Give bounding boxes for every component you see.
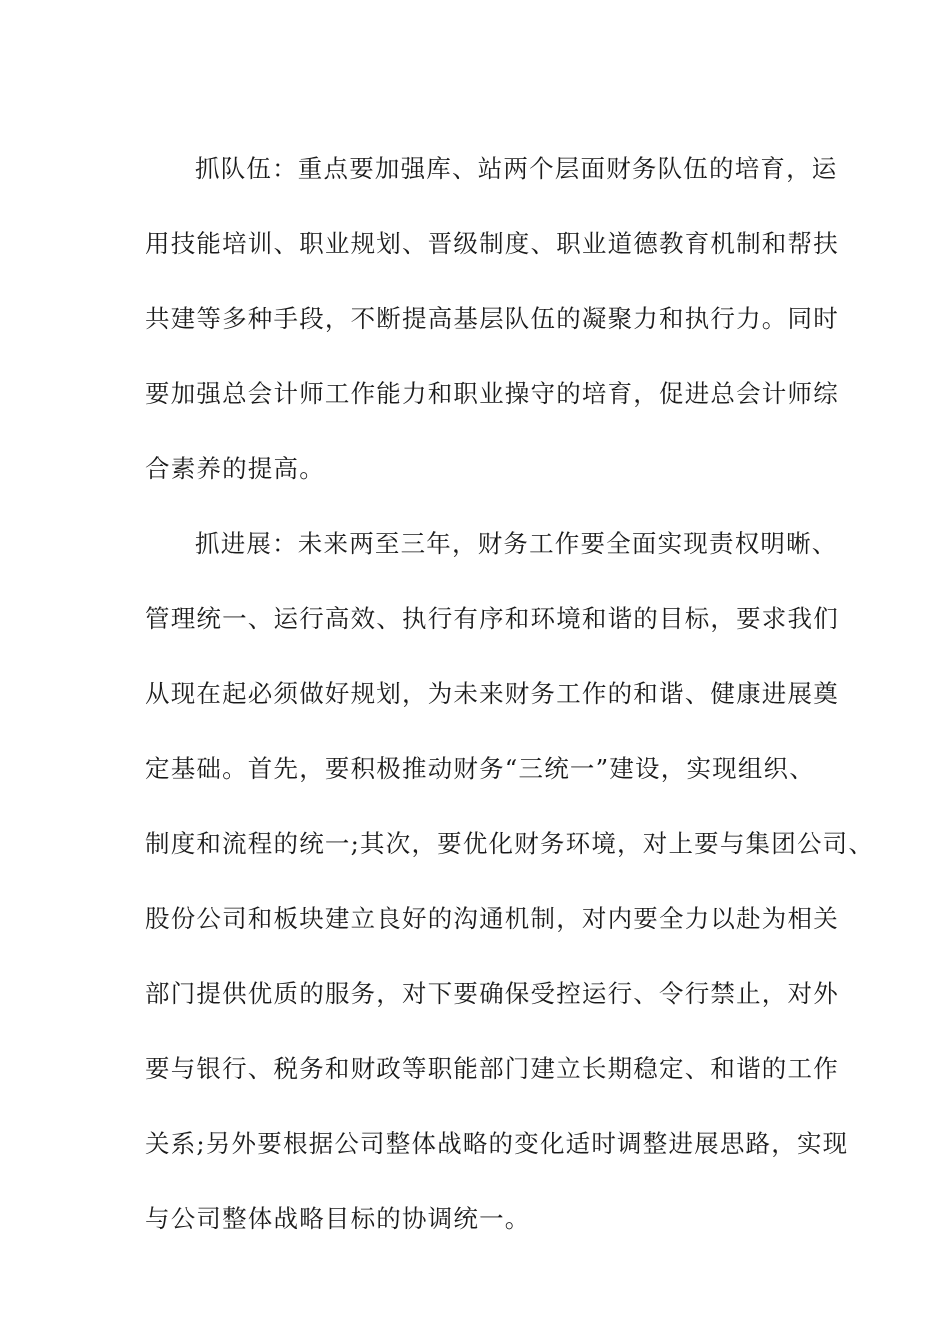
paragraph-line: 与公司整体战略目标的协调统一。 [145, 1204, 531, 1233]
paragraph-line: 抓队伍：重点要加强库、站两个层面财务队伍的培育，运 [195, 154, 838, 183]
paragraph-line: 抓进展：未来两至三年，财务工作要全面实现责权明晰、 [195, 529, 838, 558]
paragraph-line: 股份公司和板块建立良好的沟通机制，对内要全力以赴为相关 [145, 904, 839, 933]
paragraph-line: 管理统一、运行高效、执行有序和环境和谐的目标，要求我们 [145, 604, 839, 633]
paragraph-progress [145, 506, 875, 1256]
paragraph-line: 合素养的提高。 [145, 454, 325, 483]
paragraph-line: 要与银行、税务和财政等职能部门建立长期稳定、和谐的工作 [145, 1054, 839, 1083]
paragraph-line: 用技能培训、职业规划、晋级制度、职业道德教育机制和帮扶 [145, 229, 839, 258]
paragraph-line: 要加强总会计师工作能力和职业操守的培育，促进总会计师综 [145, 379, 839, 408]
paragraph-team [145, 131, 839, 506]
paragraph-line: 部门提供优质的服务，对下要确保受控运行、令行禁止，对外 [145, 979, 839, 1008]
paragraph-line: 定基础。首先，要积极推动财务“三统一”建设，实现组织、 [145, 754, 815, 783]
paragraph-line: 关系;另外要根据公司整体战略的变化适时调整进展思路，实现 [145, 1129, 849, 1158]
document-body [145, 131, 875, 1256]
paragraph-line: 共建等多种手段，不断提高基层队伍的凝聚力和执行力。同时 [145, 304, 839, 333]
paragraph-line: 从现在起必须做好规划，为未来财务工作的和谐、健康进展奠 [145, 679, 839, 708]
paragraph-line: 制度和流程的统一;其次，要优化财务环境，对上要与集团公司、 [145, 829, 875, 858]
